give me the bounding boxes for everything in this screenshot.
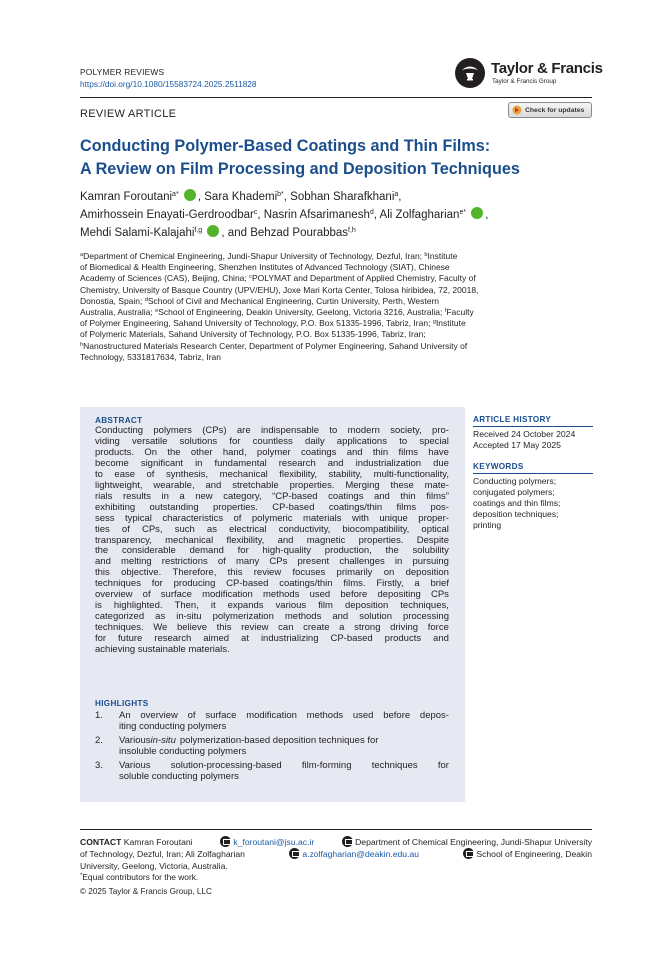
author-name[interactable]: Ali Zolfagharian (379, 209, 460, 221)
affil-line: Chemistry, University of Basque Country (UPV/EHU), Joxe Mari Korta Center, Tolosa hiribidea, 72, 20018, (80, 284, 479, 295)
check-updates-icon (512, 105, 522, 115)
logo-subtitle: Taylor & Francis Group (492, 78, 557, 85)
orcid-icon[interactable] (207, 225, 219, 237)
author-sup: e* (459, 209, 467, 216)
check-updates-label: Check for updates (525, 106, 585, 114)
highlight-item (95, 735, 449, 757)
abstract-line: rials results in a new category, “CP-based coatings and thin films” (95, 490, 449, 502)
abstract-line: ties of CPs, such as electrical conductivity, biocompatibility, optical (95, 523, 449, 535)
affil-text: Department of Chemical Engineering, Jundi-Shapur University of Technology, Dezful, Iran; (83, 251, 425, 261)
highlight-item (95, 710, 449, 732)
logo-name: Taylor & Francis (491, 60, 603, 77)
keyword: conjugated polymers; (473, 487, 555, 497)
article-title (80, 135, 600, 181)
header-divider (80, 97, 592, 98)
check-updates-button[interactable] (508, 102, 592, 118)
abstract-line: techniques for producing CP-based coatings/thin films. Firstly, a brief (95, 578, 449, 590)
abstract-line: is highlighted. Then, it expands various film deposition techniques, (95, 600, 449, 612)
abstract-line: techniques. We believe this review can create a strong driving force (95, 622, 449, 634)
highlight-line: An overview of surface modification methods used before depos- (119, 710, 449, 721)
side-divider (473, 426, 593, 427)
email-link[interactable]: k_foroutani@jsu.ac.ir (233, 837, 315, 847)
title-line-2: A Review on Film Processing and Deposition Techniques (80, 160, 520, 178)
affil-text: Institute (427, 251, 458, 261)
abstract-text (95, 426, 449, 656)
author-sup: f,h (348, 227, 356, 234)
author-sup: f,g (194, 227, 203, 234)
affil-sup: c (249, 274, 252, 281)
author-sup: b* (277, 191, 284, 198)
affil-text: of Polymer Engineering, Sahand University of Technology, P.O. Box 51335-1996, Tabriz, Iran; (80, 318, 433, 329)
abstract-line: this objective. Therefore, this review focuses primarily on deposition (95, 567, 449, 579)
affil-text: Institute (435, 318, 466, 329)
abstract-line: achieving sustainable materials. (95, 644, 230, 656)
publisher-logo[interactable] (455, 58, 603, 88)
author-sup: d (369, 209, 374, 216)
author-sup: a* (172, 191, 179, 198)
highlight-word: Various (119, 735, 151, 746)
affil-text: School of Engineering, Deakin University, Geelong, Victoria 3216, Australia; (158, 307, 445, 318)
contact-address: Department of Chemical Engineering, Jundi-Shapur University (355, 837, 592, 847)
abstract-line: for future research aimed at industrializing CP-based products and (95, 633, 449, 645)
abstract-line: products. On the other hand, polymer coatings and thin films have (95, 446, 449, 458)
lamp-icon (455, 58, 485, 88)
affil-text: School of Civil and Mechanical Engineering, Curtin University, Perth, Western (147, 295, 440, 306)
author-list (80, 188, 600, 242)
contact-line (80, 836, 592, 848)
affil-sup: f (444, 308, 447, 315)
affil-sup: h (80, 341, 84, 348)
side-column (473, 414, 598, 531)
author-name[interactable]: Nasrin Afsarimanesh (263, 209, 370, 221)
author-sep: , (197, 191, 205, 203)
contact-address: School of Engineering, Deakin (476, 849, 592, 860)
highlights-list (95, 710, 449, 785)
abstract-line: overview of surface modification methods used before depositing CPs (95, 589, 449, 601)
author-sup: a (394, 191, 399, 198)
affil-sup: g (432, 319, 436, 326)
author-sep: , (257, 209, 264, 221)
affil-sup: e (155, 308, 159, 315)
note-sup: * (80, 873, 83, 879)
orcid-icon[interactable] (184, 189, 196, 201)
orcid-icon[interactable] (471, 207, 483, 219)
author-name[interactable]: Kamran Foroutani (80, 191, 173, 203)
footer-divider (80, 829, 592, 830)
abstract-line: viding versatile solutions for countless daily applications to special (95, 435, 449, 447)
abstract-line: transparency, mechanical flexibility, and magnetic properties. Despite (95, 534, 449, 546)
abstract-line: to ease of synthesis, mechanical flexibility, stability, multi-functionality, (95, 468, 449, 480)
keyword: coatings and thin films; (473, 498, 561, 508)
abstract-line: lightweight, wearable, and stretchable properties. Merging these mate- (95, 479, 449, 491)
keyword: printing (473, 520, 502, 530)
email-link[interactable]: a.zolfagharian@deakin.edu.au (302, 849, 420, 860)
author-name[interactable]: Sara Khademi (204, 191, 278, 203)
author-name[interactable]: Behzad Pourabbas (250, 227, 349, 239)
author-sep: , and (221, 227, 251, 239)
affil-line: of Biomedical & Health Engineering, Shenzhen Institutes of Advanced Technology (SIAT), Chinese (80, 262, 450, 273)
author-name[interactable]: Mehdi Salami-Kalajahi (80, 227, 195, 239)
article-type: REVIEW ARTICLE (80, 108, 177, 120)
affil-line: of Polymeric Materials, Sahand University of Technology, P.O. Box 51335-1996, Tabriz, Iran; (80, 329, 426, 340)
highlight-number: 2. (95, 735, 103, 746)
email-icon (463, 848, 474, 859)
affil-text: Academy of Sciences (CAS), Beijing, China; (80, 273, 250, 284)
abstract-line: sess typical characteristics of polymeric materials with unique proper- (95, 512, 449, 524)
highlight-line: Various solution-processing-based film-forming techniques for (119, 760, 449, 771)
highlight-number: 3. (95, 760, 103, 771)
note-text: Equal contributors for the work. (82, 872, 199, 882)
abstract-heading: ABSTRACT (95, 416, 143, 425)
author-sep: , (398, 191, 402, 203)
affil-sup: a (80, 252, 84, 258)
received-date: Received 24 October 2024 (473, 429, 576, 439)
email-icon (342, 836, 353, 847)
contact-block (80, 836, 592, 873)
contact-label: CONTACT (80, 837, 122, 847)
accepted-date: Accepted 17 May 2025 (473, 440, 561, 450)
abstract-line: categorized as in-situ polymerization methods and solution processing (95, 611, 449, 623)
email-icon (289, 848, 300, 859)
affil-line: Technology, 5331817634, Tabriz, Iran (80, 351, 221, 362)
copyright: © 2025 Taylor & Francis Group, LLC (80, 887, 212, 896)
affil-sup: b (424, 252, 428, 258)
author-name[interactable]: Amirhossein Enayati-Gerdroodbar (80, 209, 254, 221)
side-divider (473, 473, 593, 474)
affil-text: Australia, Australia; (80, 307, 156, 318)
author-sep: , (283, 191, 291, 203)
equal-contribution-note (80, 872, 198, 882)
abstract-line: and melting restrictions of many CPs present challenges in pursuing (95, 556, 449, 568)
highlight-line (119, 735, 449, 746)
highlight-text: polymerization-based deposition techniques for (179, 735, 379, 746)
highlights-heading: HIGHLIGHTS (95, 699, 149, 708)
highlight-item (95, 760, 449, 782)
abstract-line: exhibiting outstanding properties. CP-based coatings/thin films pos- (95, 501, 449, 513)
highlight-line: insoluble conducting polymers (119, 746, 247, 757)
contact-line (80, 848, 592, 860)
affil-text: POLYMAT and Department of Applied Chemistry, Faculty of (251, 273, 476, 284)
affil-text: Faculty (446, 307, 474, 318)
keyword: Conducting polymers; (473, 476, 557, 486)
abstract-line: the considerable demand for high-quality production, the solubility (95, 545, 449, 557)
highlight-italic: in-situ (150, 735, 176, 746)
author-sep: , (373, 209, 380, 221)
author-sup: c (253, 209, 258, 216)
author-sep: , (485, 209, 489, 221)
affil-sup: d (144, 296, 148, 303)
contact-name: Kamran Foroutani (123, 837, 193, 847)
doi-link[interactable]: https://doi.org/10.1080/15583724.2025.2511828 (80, 79, 257, 89)
affil-text: Donostia, Spain; (80, 295, 145, 306)
email-icon (220, 836, 231, 847)
keyword: deposition techniques; (473, 509, 559, 519)
title-line-1: Conducting Polymer-Based Coatings and Thin Films: (80, 137, 491, 155)
keywords-heading: KEYWORDS (473, 462, 524, 471)
highlight-number: 1. (95, 710, 103, 721)
abstract-line: become significant in fundamental research and industrialization due (95, 457, 449, 469)
highlight-line: iting conducting polymers (119, 721, 227, 732)
affiliations (80, 251, 592, 363)
highlight-line: soluble conducting polymers (119, 771, 239, 782)
contact-address: University, Geelong, Victoria, Australia. (80, 861, 228, 872)
article-history-heading: ARTICLE HISTORY (473, 415, 552, 424)
author-name[interactable]: Sobhan Sharafkhani (290, 191, 395, 203)
contact-address: of Technology, Dezful, Iran; Ali Zolfagharian (80, 849, 245, 860)
affil-text: Nanostructured Materials Research Center, Department of Polymer Engineering, Sahand University of (83, 340, 468, 351)
journal-name: POLYMER REVIEWS (80, 67, 165, 77)
abstract-line: Conducting polymers (CPs) are indispensable to modern society, pro- (95, 425, 449, 436)
